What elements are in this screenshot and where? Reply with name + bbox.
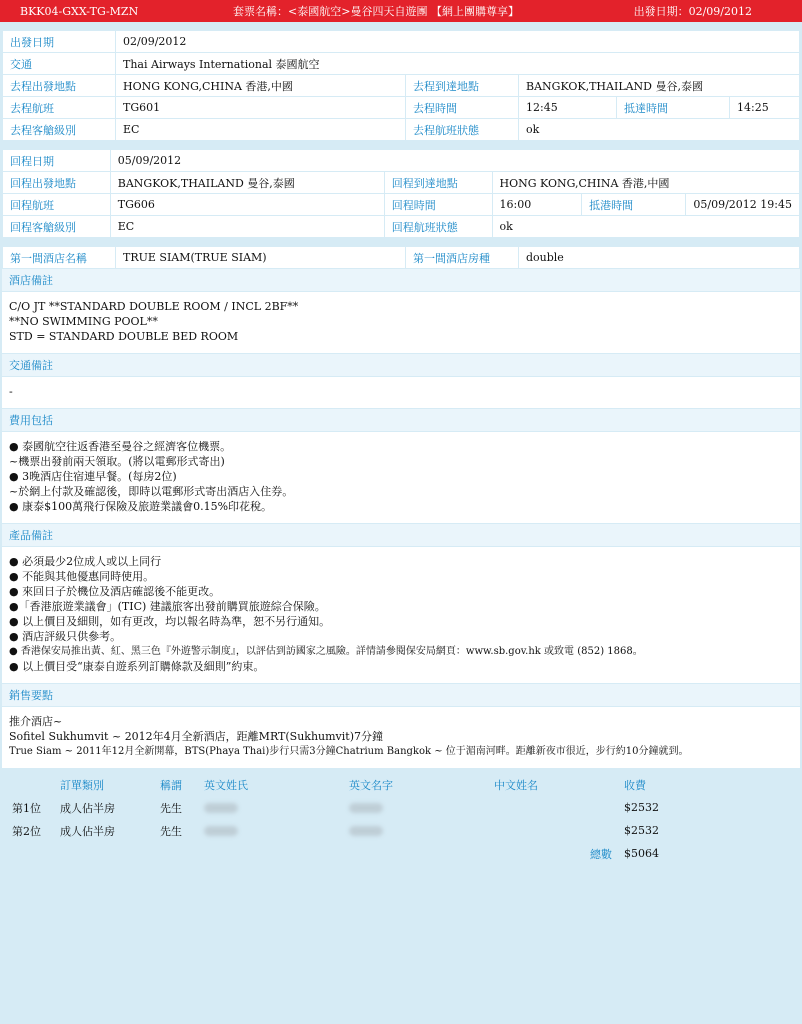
departure-date-value: 02/09/2012 [116,31,800,53]
table-row [3,31,800,53]
field-label: 回程出發地點 [3,172,111,194]
passenger-index: 第1位 [12,801,41,815]
outbound-status-value: ok [519,119,800,141]
hotel-room-value: double [519,247,800,269]
table-row [3,53,800,75]
outbound-class-value: EC [116,119,406,141]
text-line: ● 不能與其他優惠同時使用。 [9,570,155,583]
col-header-type: 訂單類別 [60,778,104,792]
inbound-status-value: ok [492,216,799,238]
text-line: **NO SWIMMING POOL** [9,315,158,328]
inbound-to-value: HONG KONG,CHINA 香港,中國 [492,172,799,194]
booking-details [2,22,800,865]
inbound-date-value: 05/09/2012 [110,150,799,172]
text-line: ● 以上價目及細則，如有更改，均以報名時為準，恕不另行通知。 [9,615,331,628]
selling-points-body [2,707,800,769]
package-code: BKK04-GXX-TG-MZN [20,4,139,18]
hotel-name-value: TRUE SIAM(TRUE SIAM) [116,247,406,269]
inbound-arrival-value: 05/09/2012 19:45 [686,194,800,216]
outbound-table [2,30,800,141]
field-label: 去程航班 [3,97,116,119]
field-label: 去程到達地點 [406,75,519,97]
col-header-given-name: 英文名字 [349,778,393,792]
col-header-surname: 英文姓氏 [204,778,248,792]
text-line: ● 康泰$100萬飛行保險及旅遊業議會0.15%印花稅。 [9,500,273,513]
field-label: 去程出發地點 [3,75,116,97]
col-header-fee: 收費 [624,778,646,792]
text-line: STD = STANDARD DOUBLE BED ROOM [9,330,239,343]
passenger-given-name-redacted [349,819,494,842]
hotel-remarks-body [2,292,800,354]
passenger-fee: $2532 [624,801,659,814]
field-label: 出發日期 [3,31,116,53]
passenger-title: 先生 [160,824,182,838]
passenger-title: 先生 [160,801,182,815]
col-header-chinese-name: 中文姓名 [494,778,538,792]
table-row [3,194,800,216]
inbound-from-value: BANGKOK,THAILAND 曼谷,泰國 [110,172,384,194]
text-line: ●「香港旅遊業議會」(TIC) 建議旅客出發前購買旅遊綜合保險。 [9,600,326,613]
passenger-fee: $2532 [624,824,659,837]
outbound-time-value: 12:45 [519,97,617,119]
field-label: 回程客艙級別 [3,216,111,238]
text-line: ~機票出發前兩天領取。(將以電郵形式寄出) [9,455,225,468]
field-label: 抵港時間 [582,194,686,216]
passenger-type: 成人佔半房 [60,824,115,838]
passenger-total-row [2,842,800,865]
product-remarks-body [2,547,800,684]
field-label: 抵達時間 [617,97,730,119]
table-row [3,97,800,119]
field-label: 回程到達地點 [384,172,492,194]
outbound-flight-value: TG601 [116,97,406,119]
text-line: ● 酒店評級只供參考。 [9,630,122,643]
transport-remarks-body [2,377,800,409]
text-line: ● 香港保安局推出黃、紅、黑三色『外遊警示制度』，以評估到訪國家之風險。詳情請參閱保安局網頁：www.sb.gov.hk 或致電 (852) 1868。 [9,646,643,657]
passenger-row [2,796,800,819]
passenger-index: 第2位 [12,824,41,838]
total-value: $5064 [624,847,659,860]
text-line: ● 以上價目受“康泰自遊系列訂購條款及細則”約束。 [9,660,265,673]
outbound-from-value: HONG KONG,CHINA 香港,中國 [116,75,406,97]
text-line: C/O JT **STANDARD DOUBLE ROOM / INCL 2BF** [9,300,299,313]
passenger-row [2,819,800,842]
inbound-table [2,149,800,238]
inbound-flight-value: TG606 [110,194,384,216]
col-header-title: 稱謂 [160,778,182,792]
text-line: Sofitel Sukhumvit ~ 2012年4月全新酒店，距離MRT(Sukhumvit)7分鐘 [9,730,383,743]
total-label: 總數 [590,847,612,861]
table-row [3,172,800,194]
outbound-to-value: BANGKOK,THAILAND 曼谷,泰國 [519,75,800,97]
section-title-hotel-remarks: 酒店備註 [2,269,800,292]
top-header-bar [0,0,802,22]
field-label: 去程客艙級別 [3,119,116,141]
passenger-table [2,769,800,865]
outbound-arrival-value: 14:25 [730,97,800,119]
passenger-type: 成人佔半房 [60,801,115,815]
header-departure-date: 出發日期：02/09/2012 [633,5,752,18]
table-row [3,150,800,172]
field-label: 回程日期 [3,150,111,172]
section-title-selling-points: 銷售要點 [2,684,800,707]
text-line: ● 必須最少2位成人或以上同行 [9,555,162,568]
text-line: ● 來回日子於機位及酒店確認後不能更改。 [9,585,221,598]
table-row [3,247,800,269]
field-label: 去程時間 [406,97,519,119]
hotel-table [2,246,800,269]
text-line: ● 3晚酒店住宿連早餐。(每房2位) [9,470,177,483]
section-title-product-remarks: 產品備註 [2,524,800,547]
inbound-class-value: EC [110,216,384,238]
field-label: 回程時間 [384,194,492,216]
field-label: 回程航班狀態 [384,216,492,238]
field-label: 回程航班 [3,194,111,216]
field-label: 第一間酒店名稱 [3,247,116,269]
text-line: ~於網上付款及確認後，即時以電郵形式寄出酒店入住券。 [9,485,294,498]
text-line: ● 泰國航空往返香港至曼谷之經濟客位機票。 [9,440,232,453]
table-row [3,216,800,238]
text-line: - [9,385,13,398]
field-label: 第一間酒店房種 [406,247,519,269]
field-label: 去程航班狀態 [406,119,519,141]
text-line: True Siam ~ 2011年12月全新開幕，BTS(Phaya Thai)步行只需3分鐘Chatrium Bangkok ~ 位于湄南河畔。距離新夜市很近，步行約10分鐘就到。 [9,746,689,757]
package-name: 套票名稱：<泰國航空>曼谷四天自遊團 【網上團購尊享】 [233,5,519,18]
field-label: 交通 [3,53,116,75]
section-title-inclusions: 費用包括 [2,409,800,432]
inclusions-body [2,432,800,524]
table-row [3,75,800,97]
transport-value: Thai Airways International 泰國航空 [116,53,800,75]
table-row [3,119,800,141]
passenger-given-name-redacted [349,796,494,819]
text-line: 推介酒店~ [9,715,63,728]
passenger-header-row [2,773,800,796]
section-title-transport-remarks: 交通備註 [2,354,800,377]
inbound-time-value: 16:00 [492,194,582,216]
passenger-surname-redacted [204,796,349,819]
passenger-surname-redacted [204,819,349,842]
